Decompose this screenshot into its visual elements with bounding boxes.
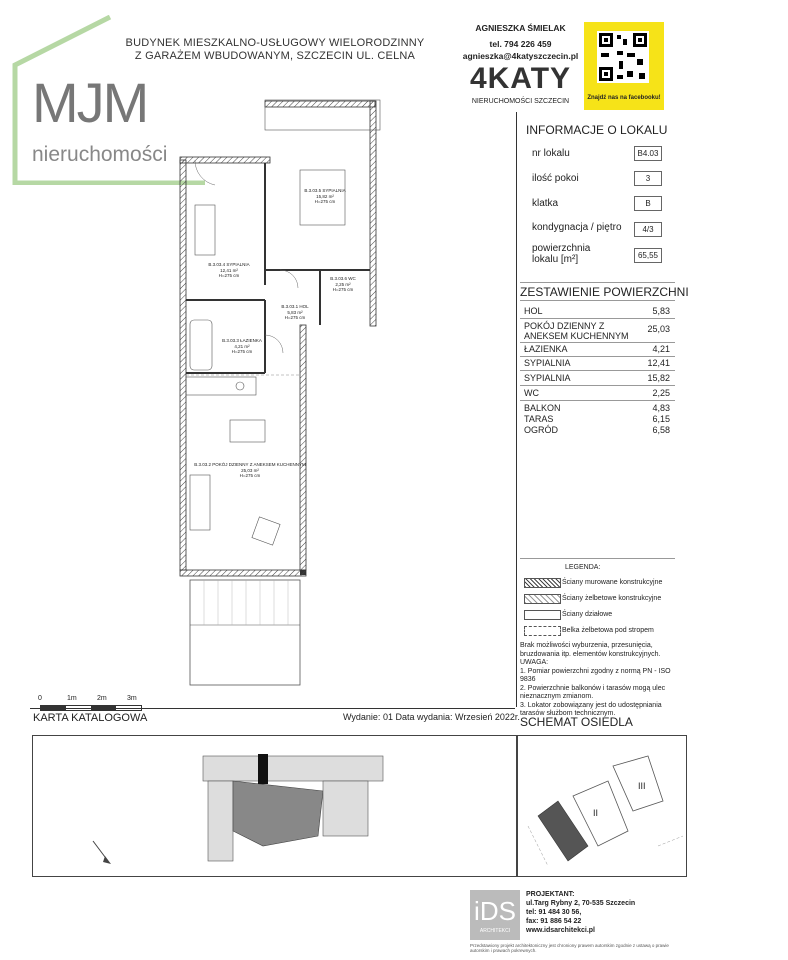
wall-east-upper: [370, 101, 376, 326]
footer-divider: [30, 708, 515, 709]
brand-logo: 4KATY: [469, 62, 572, 95]
zest-label-sypialnia-2: SYPIALNIA: [524, 373, 571, 383]
building-ii-label: II: [593, 808, 599, 818]
copyright-note: Przedstawiony projekt architektoniczny jest chroniony prawem autorskim zgodnie z ustawą o prawie autorskim i prawach pokrewnych.: [470, 943, 669, 953]
info-value-pietro: 4/3: [634, 222, 662, 237]
logo-main-text: MJM: [32, 71, 148, 134]
facebook-caption: Znajdź nas na facebooku!: [587, 95, 661, 101]
zest-value-ogrod: 6,58: [652, 425, 670, 435]
ids-logo-sub: ARCHITEKCI: [479, 928, 511, 934]
sofa-icon: [190, 475, 210, 530]
legend-swatch-belka: [524, 626, 561, 636]
facebook-qr-box: [584, 22, 664, 110]
agent-contact: [458, 22, 583, 108]
zest-label-hol: HOL: [524, 306, 543, 316]
info-label-klatka: klatka: [532, 198, 559, 209]
info-label-nr: nr lokalu: [532, 148, 570, 159]
info-label-pow: powierzchnia lokalu [m²]: [532, 243, 591, 265]
info-value-klatka: B: [634, 196, 662, 211]
legend-top-line: [520, 558, 675, 559]
info-value-pow: 65,55: [634, 248, 662, 263]
agent-phone: tel. 794 226 459: [489, 39, 552, 49]
wall-north: [265, 101, 375, 107]
wall-south: [180, 570, 306, 576]
zest-value-wc: 2,25: [652, 388, 670, 398]
scale-tick-1: 1m: [67, 695, 77, 702]
zest-line: [520, 370, 675, 371]
room-height: H=275 cm: [314, 199, 336, 204]
bathtub-icon: [190, 320, 212, 370]
legend-label-zelbetowe: Ściany żelbetowe konstrukcyjne: [562, 595, 662, 602]
site-scheme: [518, 736, 686, 876]
designer-title: PROJEKTANT:: [526, 891, 575, 898]
armchair-icon: [252, 517, 280, 545]
note-3: 3. Lokator zobowiązany jest do udostępniania tarasów służbom technicznym.: [520, 701, 662, 717]
wall-west: [180, 160, 186, 570]
zest-value-balkon: 4,83: [652, 403, 670, 413]
zest-value-lazienka: 4,21: [652, 344, 670, 354]
info-value-pokoje: 3: [634, 171, 662, 186]
zest-label-wc: WC: [524, 388, 539, 398]
zest-label-sypialnia-1: SYPIALNIA: [524, 358, 571, 368]
zest-label-taras: TARAS: [524, 414, 554, 424]
zest-line: [520, 318, 675, 319]
site-scheme-title: SCHEMAT OSIEDLA: [520, 715, 633, 729]
note-uwaga: UWAGA:: [520, 659, 549, 666]
legend-swatch-zelbetowe: [524, 594, 561, 604]
legend-label-dzialowe: Ściany działowe: [562, 611, 613, 618]
room-label-hol: [270, 304, 320, 321]
qr-code-icon: [597, 31, 649, 83]
site-plan-frame: [32, 735, 517, 877]
table-icon: [230, 420, 265, 442]
room-label-lazienka: [212, 338, 272, 355]
edition-info: Wydanie: 01 Data wydania: Wrzesień 2022r.: [343, 712, 520, 722]
agent-name: AGNIESZKA ŚMIELAK: [475, 23, 566, 33]
site-scheme-frame: [517, 735, 687, 877]
zest-label-balkon: BALKON: [524, 403, 561, 413]
room-name: B.3.03.1 HOL: [281, 304, 309, 309]
door-swing: [280, 270, 298, 288]
zest-value-sypialnia-2: 15,82: [647, 373, 670, 383]
legend-swatch-dzialowe: [524, 610, 561, 620]
room-area: 15,82 m²: [316, 193, 334, 199]
designer-address: ul.Targ Rybny 2, 70-535 Szczecin: [526, 900, 636, 907]
room-label-pokoj: [190, 462, 310, 479]
wall-east-lower: [300, 325, 306, 570]
room-label-sypialnia-5: [295, 188, 355, 205]
door-swing: [195, 160, 215, 185]
zest-value-pokoj: 25,03: [647, 324, 670, 334]
room-height: H=275 cm: [231, 349, 253, 354]
room-area: 2,25 m²: [335, 281, 351, 287]
agent-email: agnieszka@4katyszczecin.pl: [462, 51, 579, 61]
zest-value-sypialnia-1: 12,41: [647, 358, 670, 368]
zest-line: [520, 356, 675, 357]
terrace: [190, 580, 300, 685]
right-column-divider: [516, 112, 517, 707]
zest-top-line: [520, 282, 675, 283]
highlighted-unit: [258, 754, 268, 784]
zest-line: [520, 400, 675, 401]
ids-logo: [470, 890, 520, 940]
note-intro: Brak możliwości wyburzenia, przesunięcia, bruzdowania itp. elementów konstrukcyjnych.: [520, 642, 661, 658]
building-iii-label: III: [638, 781, 646, 791]
info-title: INFORMACJE O LOKALU: [526, 123, 668, 137]
zest-value-hol: 5,83: [652, 306, 670, 316]
zest-line: [520, 385, 675, 386]
room-name: B.3.03.2 POKÓJ DZIENNY Z ANEKSEM KUCHENNYM: [194, 462, 306, 467]
designer-www: www.idsarchitekci.pl: [526, 927, 595, 934]
legend-title: LEGENDA:: [565, 564, 601, 571]
ids-logo-text: iDS: [474, 896, 516, 926]
kitchen-counter: [186, 377, 256, 395]
room-name: B.3.03.6 WC: [330, 276, 356, 281]
room-height: H=275 cm: [332, 287, 354, 292]
room-name: B.3.03.4 SYPIALNIA: [208, 262, 250, 267]
room-name: B.3.03.5 SYPIALNIA: [304, 188, 346, 193]
legend-label-murowane: Ściany murowane konstrukcyjne: [562, 579, 663, 586]
site-plan: [33, 736, 516, 876]
bed-icon: [195, 205, 215, 255]
note-1: 1. Pomiar powierzchni zgodny z normą PN - ISO 9836: [520, 667, 671, 683]
room-area: 4,21 m²: [234, 343, 250, 349]
room-height: H=275 cm: [218, 273, 240, 278]
scale-tick-2: 2m: [97, 695, 107, 702]
room-height: H=275 cm: [284, 315, 306, 320]
logo-sub-text: nieruchomości: [32, 143, 168, 166]
designer-fax: fax: 91 886 54 22: [526, 918, 582, 925]
zest-label-lazienka: ŁAZIENKA: [524, 344, 568, 354]
room-area: 25,03 m²: [241, 467, 259, 473]
wall-north-west: [180, 157, 270, 163]
room-area: 5,83 m²: [287, 309, 303, 315]
zest-value-taras: 6,15: [652, 414, 670, 424]
scale-tick-3: 3m: [127, 695, 137, 702]
info-label-pietro: kondygnacja / piętro: [532, 222, 622, 233]
room-label-sypialnia-4: [194, 262, 264, 279]
header-line-2: Z GARAŻEM WBUDOWANYM, SZCZECIN UL. CELNA: [134, 50, 416, 62]
info-value-nr: B4.03: [634, 146, 662, 161]
catalog-card-label: KARTA KATALOGOWA: [33, 712, 148, 724]
zest-line: [520, 342, 675, 343]
zest-label-pokoj: POKÓJ DZIENNY Z ANEKSEM KUCHENNYM: [524, 321, 629, 341]
notes-block: [520, 642, 680, 719]
note-2: 2. Powierzchnie balkonów i tarasów mogą ulec nieznacznym zmianom.: [520, 684, 666, 700]
sink-icon: [236, 382, 244, 390]
room-area: 12,41 m²: [220, 267, 238, 273]
legend-swatch-murowane: [524, 578, 561, 588]
zest-title: ZESTAWIENIE POWIERZCHNI: [520, 285, 689, 299]
zest-title-line: [520, 300, 675, 301]
room-label-wc: [318, 276, 368, 293]
floor-plan: [170, 95, 385, 690]
header-line-1: BUDYNEK MIESZKALNO-USŁUGOWY WIELORODZINNY: [125, 37, 425, 49]
room-height: H=275 cm: [239, 473, 261, 478]
info-label-pokoje: ilość pokoi: [532, 173, 579, 184]
designer-tel: tel: 91 484 30 56,: [526, 909, 582, 916]
zest-label-ogrod: OGRÓD: [524, 425, 559, 435]
brand-sub: NIERUCHOMOŚCI SZCZECIN: [471, 98, 570, 105]
designer-info: [526, 890, 635, 935]
legend-label-belka: Belka żelbetowa pod stropem: [562, 627, 654, 634]
scale-tick-0: 0: [38, 695, 42, 702]
room-name: B.3.03.3 ŁAZIENKA: [222, 338, 262, 343]
